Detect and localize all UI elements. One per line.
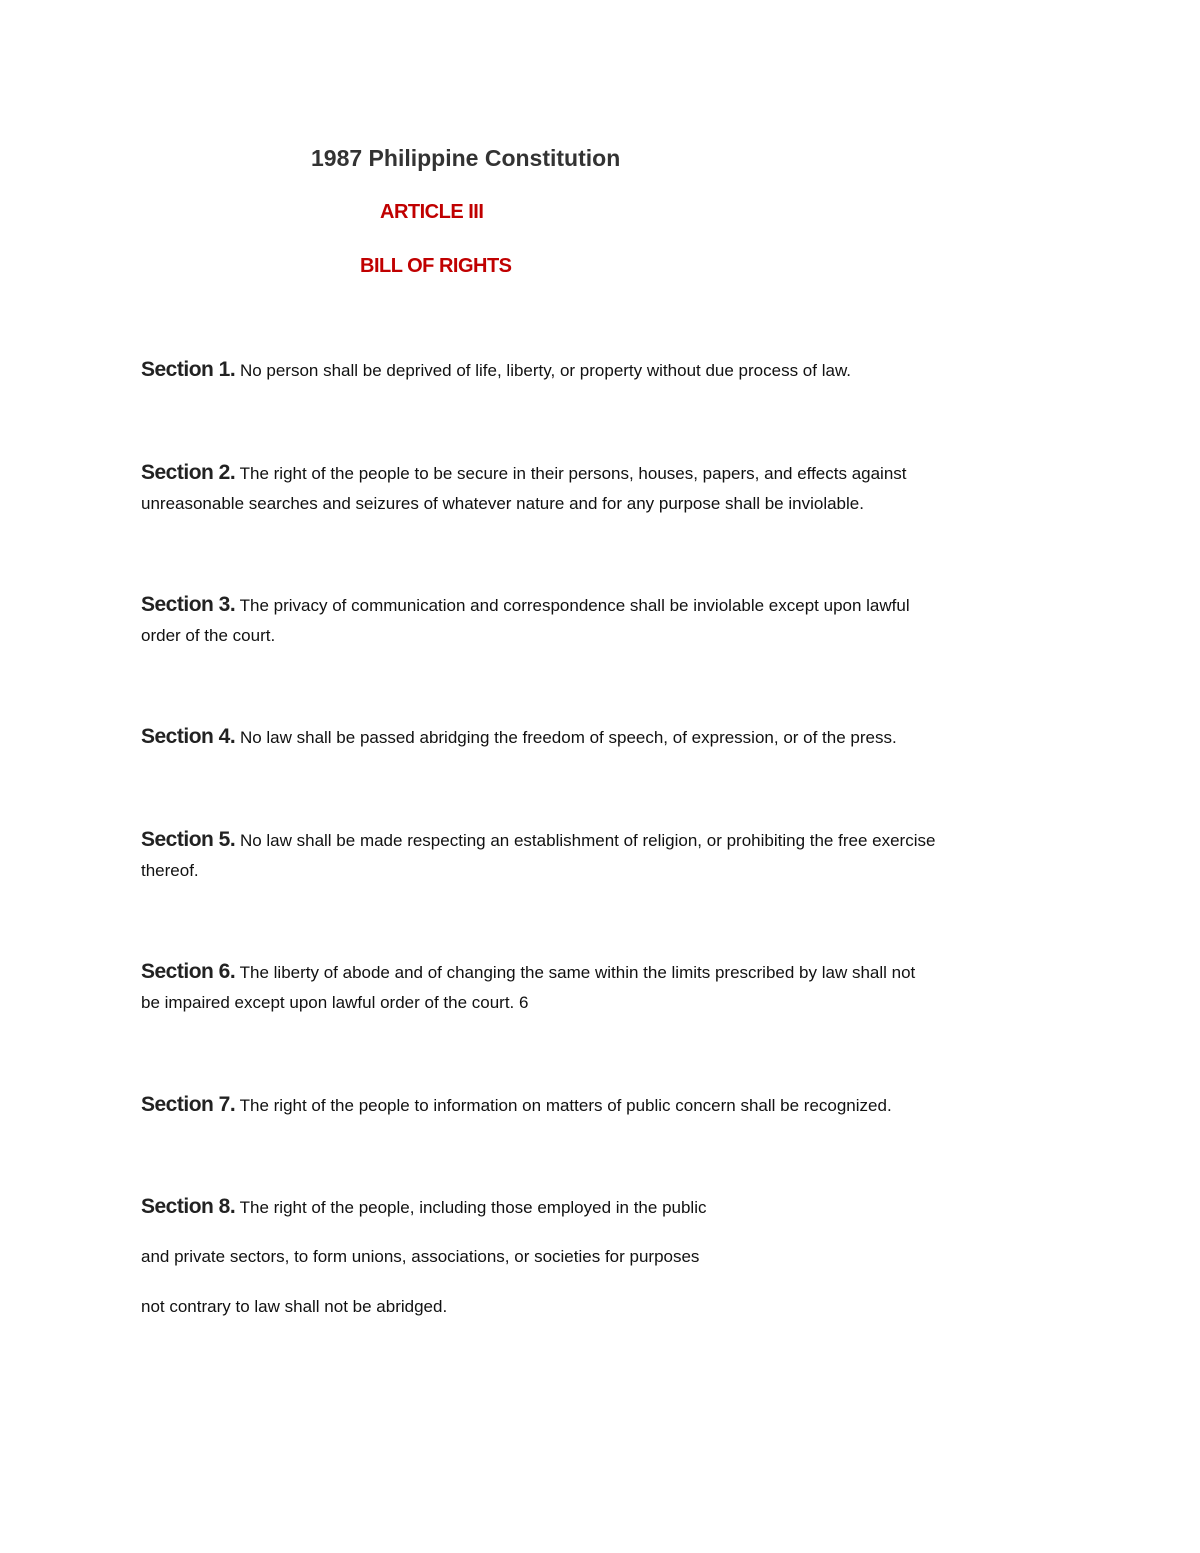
document-title: 1987 Philippine Constitution bbox=[311, 145, 621, 171]
section-label: Section 7. bbox=[141, 1093, 236, 1116]
section-4 bbox=[141, 721, 897, 752]
section-text: be impaired except upon lawful order of the court. 6 bbox=[141, 993, 529, 1012]
bill-of-rights-heading: BILL OF RIGHTS bbox=[360, 255, 512, 277]
section-text: order of the court. bbox=[141, 626, 276, 645]
section-label: Section 3. bbox=[141, 593, 236, 616]
section-5 bbox=[141, 824, 935, 886]
article-heading: ARTICLE III bbox=[380, 201, 484, 223]
section-text: No person shall be deprived of life, liberty, or property without due process of law. bbox=[239, 361, 851, 380]
section-text: No law shall be passed abridging the freedom of speech, of expression, or of the press. bbox=[239, 728, 897, 747]
section-text: The right of the people, including those employed in the public bbox=[239, 1198, 707, 1217]
section-1 bbox=[141, 354, 851, 385]
section-label: Section 5. bbox=[141, 828, 236, 851]
section-text: unreasonable searches and seizures of whatever nature and for any purpose shall be inviolable. bbox=[141, 494, 864, 513]
section-label: Section 2. bbox=[141, 461, 236, 484]
section-label: Section 8. bbox=[141, 1195, 236, 1218]
section-label: Section 6. bbox=[141, 960, 236, 983]
section-text: The right of the people to information on matters of public concern shall be recognized. bbox=[239, 1096, 892, 1115]
section-label: Section 1. bbox=[141, 358, 236, 381]
section-text: thereof. bbox=[141, 861, 199, 880]
section-3 bbox=[141, 589, 910, 651]
section-6 bbox=[141, 956, 915, 1018]
section-7 bbox=[141, 1089, 892, 1120]
section-text: No law shall be made respecting an establishment of religion, or prohibiting the free exercise bbox=[239, 831, 936, 850]
section-text: The liberty of abode and of changing the same within the limits prescribed by law shall not bbox=[239, 963, 916, 982]
section-text: The privacy of communication and correspondence shall be inviolable except upon lawful bbox=[239, 596, 910, 615]
section-text: and private sectors, to form unions, associations, or societies for purposes bbox=[141, 1247, 700, 1266]
section-text: The right of the people to be secure in their persons, houses, papers, and effects against bbox=[239, 464, 907, 483]
section-label: Section 4. bbox=[141, 725, 236, 748]
section-8 bbox=[141, 1191, 707, 1341]
section-2 bbox=[141, 457, 907, 519]
section-text: not contrary to law shall not be abridged. bbox=[141, 1297, 448, 1316]
